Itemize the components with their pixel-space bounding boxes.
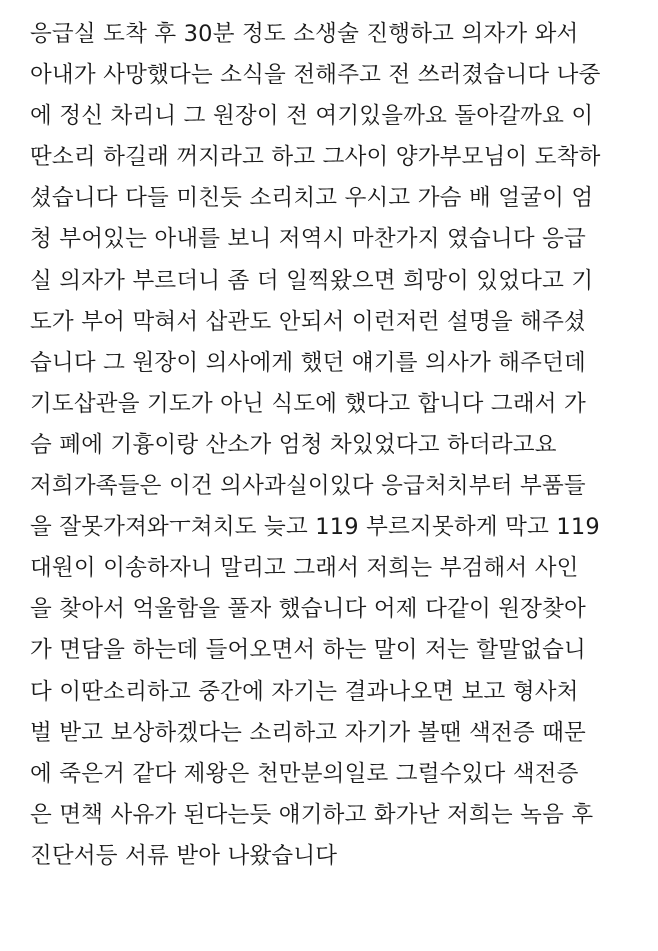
text-line: 도가 부어 막혀서 삽관도 안되서 이런저런 설명을 해주셨 [30, 308, 586, 335]
text-line: 슴 폐에 기흉이랑 산소가 엄청 차있었다고 하더라고요 [30, 431, 557, 458]
text-line: 아내가 사망했다는 소식을 전해주고 전 쓰러졌습니다 나중 [30, 62, 601, 89]
text-line: 에 죽은거 같다 제왕은 천만분의일로 그럴수있다 색전증 [30, 760, 579, 787]
text-line: 딴소리 하길래 꺼지라고 하고 그사이 양가부모님이 도착하 [30, 144, 601, 171]
text-line: 대원이 이송하자니 말리고 그래서 저희는 부검해서 사인 [30, 555, 579, 582]
text-line: 셨습니다 다들 미친듯 소리치고 우시고 가슴 배 얼굴이 엄 [30, 185, 594, 212]
text-line: 기도삽관을 기도가 아닌 식도에 했다고 합니다 그래서 가 [30, 390, 586, 417]
text-line: 벌 받고 보상하겠다는 소리하고 자기가 볼땐 색전증 때문 [30, 719, 586, 746]
text-line: 습니다 그 원장이 의사에게 했던 얘기를 의사가 해주던데 [30, 349, 586, 376]
text-line: 저희가족들은 이건 의사과실이있다 응급처치부터 부품들 [30, 473, 586, 500]
text-line: 을 잘못가져와ㅜ쳐치도 늦고 119 부르지못하게 막고 119 [30, 514, 600, 541]
text-line: 응급실 도착 후 30분 정도 소생술 진행하고 의자가 와서 [30, 21, 579, 47]
text-line: 을 찾아서 억울함을 풀자 했습니다 어제 다같이 원장찾아 [30, 596, 586, 623]
text-line: 청 부어있는 아내를 보니 저역시 마찬가지 였습니다 응급 [30, 226, 586, 253]
text-line: 가 면담을 하는데 들어오면서 하는 말이 저는 할말없습니 [30, 637, 586, 664]
text-line: 실 의자가 부르더니 좀 더 일찍왔으면 희망이 있었다고 기 [30, 267, 594, 294]
text-line: 은 면책 사유가 된다는듯 얘기하고 화가난 저희는 녹음 후 [30, 801, 594, 828]
text-line: 다 이딴소리하고 중간에 자기는 결과나오면 보고 형사처 [30, 678, 579, 705]
text-line: 에 정신 차리니 그 원장이 전 여기있을까요 돌아갈까요 이 [30, 103, 594, 130]
text-lines [30, 14, 645, 877]
text-line: 진단서등 서류 받아 나왔습니다 [30, 842, 338, 869]
